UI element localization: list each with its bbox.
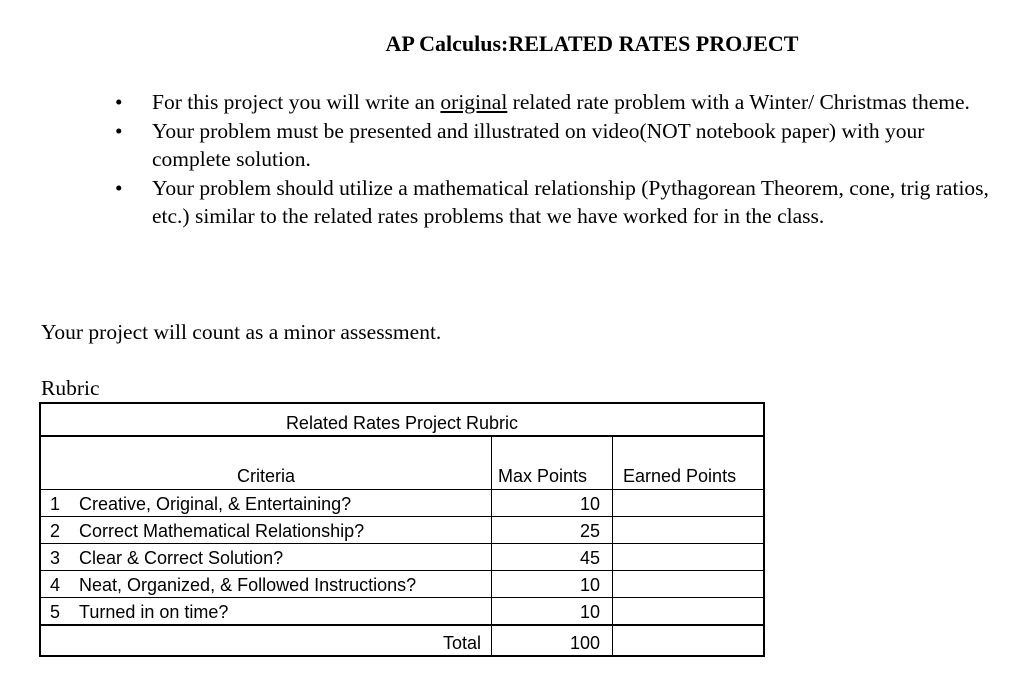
- row-number: 1: [40, 490, 73, 517]
- row-max-points: 10: [492, 490, 613, 517]
- list-item: [115, 88, 992, 117]
- list-item: [115, 117, 992, 174]
- instructions-list: [115, 88, 992, 231]
- row-max-points: 10: [492, 571, 613, 598]
- row-earned-points: [613, 571, 765, 598]
- table-row: [40, 490, 764, 517]
- rubric-label: Rubric: [41, 376, 100, 400]
- bullet-text-after: related rate problem with a Winter/ Christmas theme.: [507, 90, 970, 114]
- total-max-points: 100: [492, 625, 613, 656]
- page-title: AP Calculus:RELATED RATES PROJECT: [385, 31, 799, 56]
- total-label: Total: [40, 625, 492, 656]
- bullet-text: Your problem must be presented and illustrated on video(NOT notebook paper) with your complete solution.: [152, 118, 925, 171]
- table-row: [40, 544, 764, 571]
- row-criteria: Clear & Correct Solution?: [73, 544, 492, 571]
- row-criteria: Neat, Organized, & Followed Instructions?: [73, 571, 492, 598]
- rubric-title: Related Rates Project Rubric: [40, 403, 764, 436]
- row-max-points: 25: [492, 517, 613, 544]
- row-earned-points: [613, 490, 765, 517]
- row-number: 3: [40, 544, 73, 571]
- bullet-text: Your problem should utilize a mathematical relationship (Pythagorean Theorem, cone, trig ratios, etc.) similar to the related rates problems that we have worked for in the class.: [152, 175, 989, 228]
- row-number: 4: [40, 571, 73, 598]
- header-earned-points: Earned Points: [613, 436, 765, 490]
- row-criteria: Turned in on time?: [73, 598, 492, 626]
- row-earned-points: [613, 598, 765, 626]
- bullet-text-before: For this project you will write an: [152, 90, 441, 114]
- bullet-icon: •: [115, 90, 123, 114]
- row-max-points: 10: [492, 598, 613, 626]
- underlined-word: original: [440, 90, 508, 114]
- total-row: [40, 625, 764, 656]
- row-number: 5: [40, 598, 73, 626]
- table-row: [40, 517, 764, 544]
- row-criteria: Creative, Original, & Entertaining?: [73, 490, 492, 517]
- row-criteria: Correct Mathematical Relationship?: [73, 517, 492, 544]
- header-max-points: Max Points: [492, 436, 613, 490]
- list-item: [115, 174, 992, 231]
- row-number: 2: [40, 517, 73, 544]
- bullet-icon: •: [115, 175, 123, 200]
- total-earned-points: [613, 625, 765, 656]
- row-max-points: 45: [492, 544, 613, 571]
- rubric-header-row: [40, 436, 764, 490]
- table-row: [40, 598, 764, 626]
- bullet-icon: •: [115, 118, 123, 143]
- row-earned-points: [613, 544, 765, 571]
- table-row: [40, 571, 764, 598]
- rubric-table: [39, 402, 765, 657]
- rubric-title-row: [40, 403, 764, 436]
- row-earned-points: [613, 517, 765, 544]
- assessment-note: Your project will count as a minor assessment.: [41, 320, 442, 344]
- header-criteria: Criteria: [40, 436, 492, 490]
